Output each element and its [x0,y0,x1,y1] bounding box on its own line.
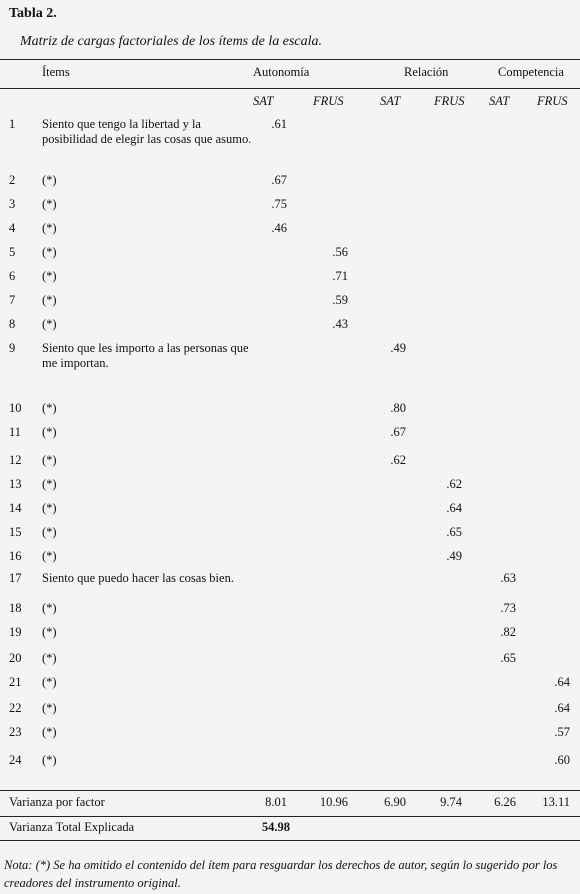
factor-loading: .65 [446,525,462,539]
item-number: 12 [9,453,22,467]
varianza-factor-value: 6.26 [494,795,516,809]
factor-loading: .73 [500,601,516,615]
item-text: (*) [42,317,57,331]
factor-loading: .49 [446,549,462,563]
subcol-header-4: SAT [489,94,510,108]
item-number: 20 [9,651,22,665]
item-number: 6 [9,269,16,283]
factor-loading: .67 [271,173,287,187]
factor-loading: .82 [500,625,516,639]
varianza-factor-value: 13.11 [542,795,570,809]
item-number: 7 [9,293,16,307]
item-number: 3 [9,197,16,211]
factor-loading: .56 [332,245,348,259]
factor-loading: .65 [500,651,516,665]
items-header: Ítems [42,65,70,79]
factor-loading: .62 [390,453,406,467]
varianza-factor-value: 10.96 [319,795,348,809]
group-header-autonomia: Autonomía [253,65,310,79]
item-number: 11 [9,425,22,439]
item-text: (*) [42,401,57,415]
item-number: 18 [9,601,22,615]
subcol-header-2: SAT [380,94,401,108]
item-number: 4 [9,221,16,235]
item-number: 22 [9,701,22,715]
group-header-competencia: Competencia [498,65,564,79]
group-header-relacion: Relación [404,65,449,79]
subcol-header-5: FRUS [537,94,568,108]
item-number: 14 [9,501,22,515]
item-text: (*) [42,753,57,767]
varianza-factor-value: 8.01 [265,795,287,809]
factor-loading: .57 [554,725,570,739]
item-text: (*) [42,525,57,539]
header-rule [0,88,580,89]
item-number: 16 [9,549,22,563]
factor-loading: .67 [390,425,406,439]
item-text: (*) [42,651,57,665]
factor-loading: .63 [500,571,516,585]
top-rule [0,59,580,60]
item-text: (*) [42,477,57,491]
varianza-factor-value: 6.90 [384,795,406,809]
table-note: Nota: (*) Se ha omitido el contenido del ítem para resguardar los derechos de autor, según lo sugerido por los creadores del instrumento original. [4,858,558,890]
varianza-factor-label: Varianza por factor [9,795,105,809]
item-number: 2 [9,173,16,187]
item-text: (*) [42,725,57,739]
table-subtitle: Matriz de cargas factoriales de los ítems de la escala. [20,34,322,49]
item-number: 9 [9,341,16,355]
factor-loading: .80 [390,401,406,415]
item-text: (*) [42,549,57,563]
varianza-total-label: Varianza Total Explicada [9,820,135,834]
total-rule [0,816,580,817]
table-title: Tabla 2. [9,6,57,21]
item-number: 10 [9,401,22,415]
item-text: (*) [42,197,57,211]
item-text: (*) [42,701,57,715]
factor-loading: .64 [554,675,570,689]
item-text: (*) [42,245,57,259]
item-text: Siento que les importo a las personas que me importan. [42,341,249,370]
item-text: (*) [42,425,57,439]
factor-loading: .43 [332,317,348,331]
factor-loading: .61 [271,117,287,131]
subcol-header-3: FRUS [434,94,465,108]
subcol-header-1: FRUS [313,94,344,108]
item-text: (*) [42,221,57,235]
item-number: 13 [9,477,22,491]
item-number: 8 [9,317,16,331]
factor-loading: .49 [390,341,406,355]
item-text: (*) [42,453,57,467]
item-number: 21 [9,675,22,689]
subcol-header-0: SAT [253,94,274,108]
item-number: 17 [9,571,22,585]
item-text: (*) [42,601,57,615]
factor-loading: .64 [554,701,570,715]
item-text: Siento que tengo la libertad y la posibilidad de elegir las cosas que asumo. [42,117,252,146]
item-text: (*) [42,501,57,515]
bottom-rule [0,840,580,841]
item-number: 24 [9,753,22,767]
item-text: (*) [42,269,57,283]
item-number: 5 [9,245,16,259]
factor-loading: .59 [332,293,348,307]
factor-loading: .60 [554,753,570,767]
item-text: (*) [42,293,57,307]
item-number: 1 [9,117,16,131]
item-number: 15 [9,525,22,539]
factor-loading: .71 [332,269,348,283]
factor-loading: .75 [271,197,287,211]
factor-loading: .62 [446,477,462,491]
summary-rule [0,790,580,791]
item-number: 19 [9,625,22,639]
item-text: (*) [42,675,57,689]
item-text: (*) [42,173,57,187]
factor-loading: .46 [271,221,287,235]
item-text: Siento que puedo hacer las cosas bien. [42,571,234,585]
varianza-factor-value: 9.74 [440,795,462,809]
item-number: 23 [9,725,22,739]
item-text: (*) [42,625,57,639]
varianza-total-value: 54.98 [261,820,290,834]
factor-loading: .64 [446,501,462,515]
